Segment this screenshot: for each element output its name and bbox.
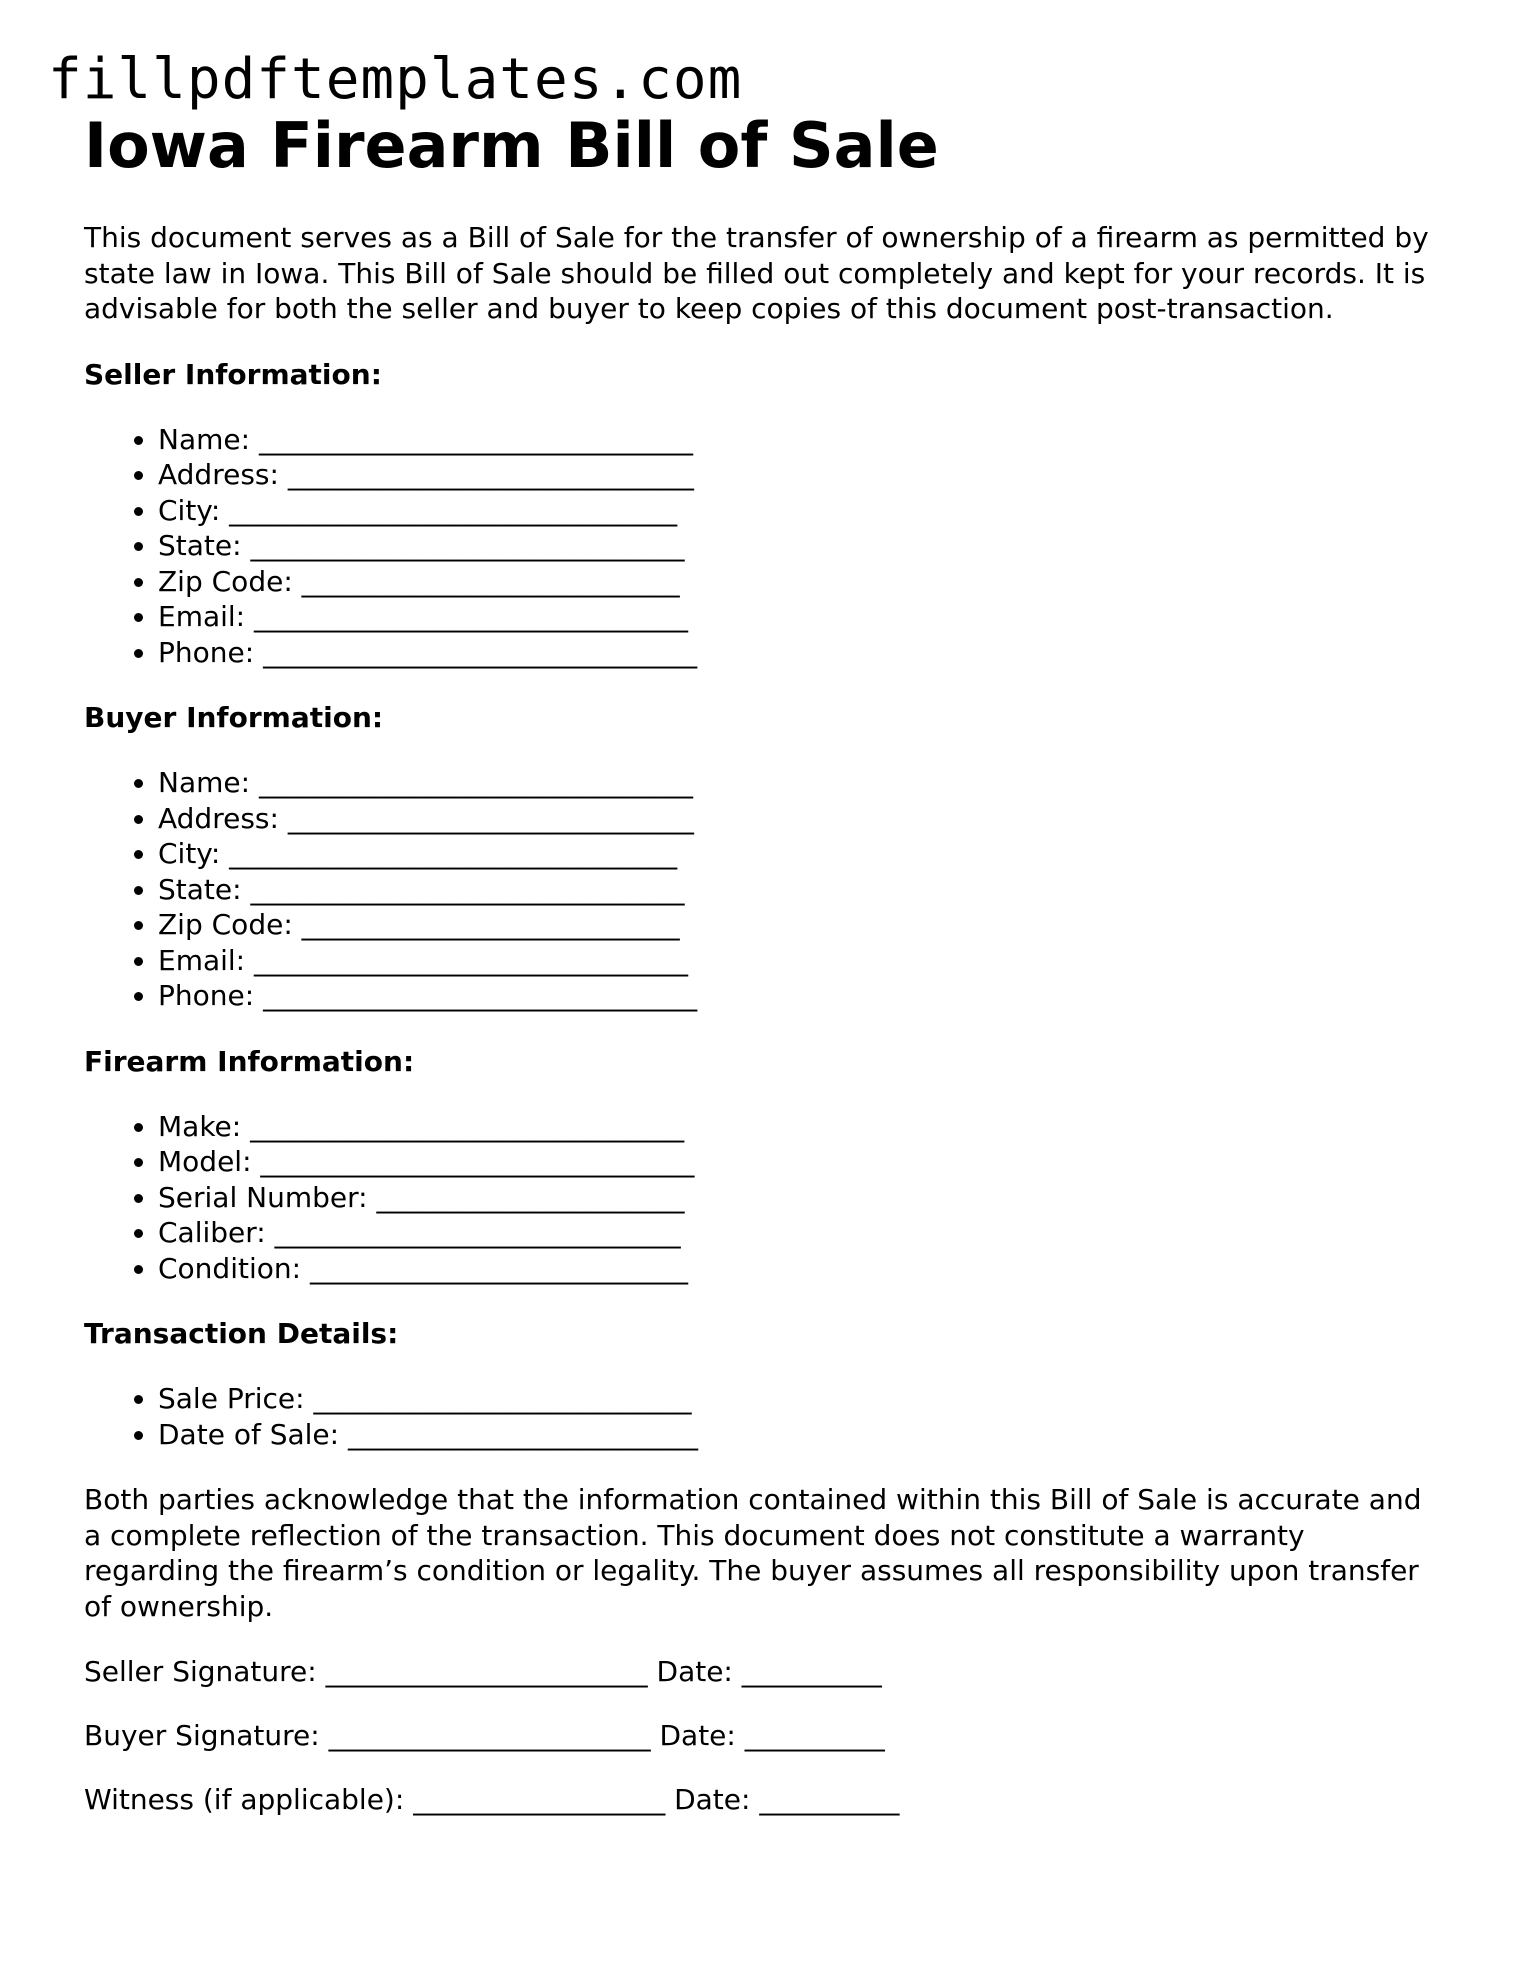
document-body [84,104,1444,1817]
buyer-email-field: • Email: _______________________________ [158,943,1444,979]
buyer-state-field: • State: _______________________________ [158,872,1444,908]
sale-date-field: • Date of Sale: _________________________ [158,1417,1444,1453]
seller-section-heading: Seller Information: [84,357,382,391]
firearm-field-list [84,1109,1444,1287]
buyer-phone-field: • Phone: _______________________________ [158,978,1444,1014]
seller-zip-field: • Zip Code: ___________________________ [158,564,1444,600]
transaction-section-heading: Transaction Details: [84,1317,399,1350]
watermark: fillpdftemplates.com [48,47,743,112]
seller-address-field: • Address: _____________________________ [158,457,1444,493]
seller-state-field: • State: _______________________________ [158,528,1444,564]
seller-email-field: • Email: _______________________________ [158,599,1444,635]
buyer-field-list [84,765,1444,1014]
seller-field-list [84,422,1444,671]
buyer-address-field: • Address: _____________________________ [158,801,1444,837]
firearm-make-field: • Make: _______________________________ [158,1109,1444,1145]
firearm-condition-field: • Condition: ___________________________ [158,1251,1444,1287]
seller-name-field: • Name: _______________________________ [158,422,1444,458]
firearm-section-heading: Firearm Information: [84,1044,415,1078]
buyer-zip-field: • Zip Code: ___________________________ [158,907,1444,943]
firearm-caliber-field: • Caliber: _____________________________ [158,1215,1444,1251]
intro-paragraph: This document serves as a Bill of Sale for the transfer of ownership of a firearm as permitted by state law in Iowa. This Bill of Sale should be filled out completely and kept for your records. It is advisable for both the seller and buyer to keep copies of this document post-transaction. [84,221,1429,325]
seller-phone-field: • Phone: _______________________________ [158,635,1444,671]
firearm-model-field: • Model: _______________________________ [158,1144,1444,1180]
sale-price-field: • Sale Price: ___________________________ [158,1381,1444,1417]
buyer-signature-line: Buyer Signature: _______________________ Date: __________ [84,1719,885,1752]
seller-signature-line: Seller Signature: _______________________ Date: __________ [84,1655,882,1688]
acknowledgement-paragraph: Both parties acknowledge that the information contained within this Bill of Sale is accurate and a complete reflection of the transaction. This document does not constitute a warranty regarding the firearm’s condition or legality. The buyer assumes all responsibility upon transfer of ownership. [84,1483,1422,1623]
buyer-section-heading: Buyer Information: [84,701,384,734]
seller-city-field: • City: ________________________________ [158,493,1444,529]
document-title: Iowa Firearm Bill of Sale [84,109,939,182]
firearm-serial-field: • Serial Number: ______________________ [158,1180,1444,1216]
transaction-field-list [84,1381,1444,1452]
buyer-name-field: • Name: _______________________________ [158,765,1444,801]
buyer-city-field: • City: ________________________________ [158,836,1444,872]
witness-signature-line: Witness (if applicable): __________________ Date: __________ [84,1783,900,1816]
